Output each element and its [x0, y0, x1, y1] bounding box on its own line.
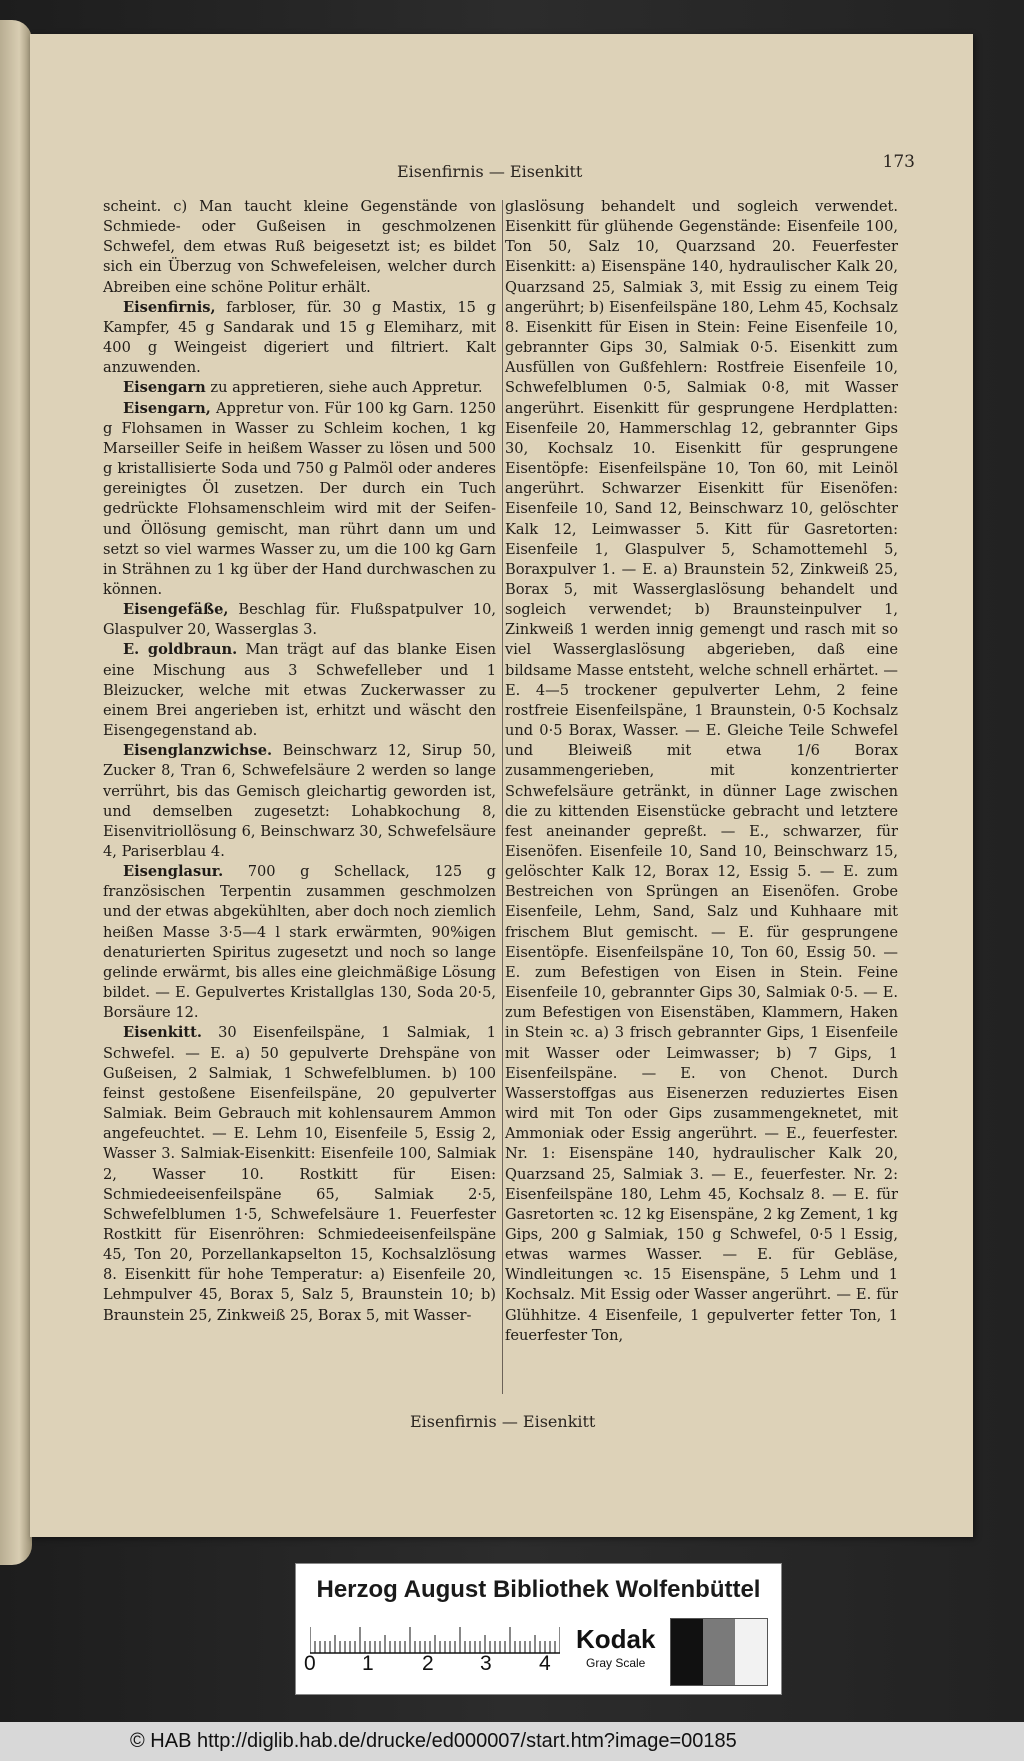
- entry-headword: Eisengefäße,: [123, 601, 229, 619]
- gray-scale-label: Gray Scale: [586, 1656, 646, 1670]
- ruler-number: 2: [422, 1652, 434, 1675]
- kodak-logo: Kodak: [576, 1624, 656, 1654]
- dictionary-entry: [103, 862, 496, 1023]
- entry-text: Beschlag für. Flußspatpulver 10, Glaspulver 20, Wasserglas 3.: [103, 601, 496, 639]
- dictionary-entry: [103, 640, 496, 741]
- gray-scale-swatches: [670, 1618, 768, 1686]
- library-name: Herzog August Bibliothek Wolfenbüttel: [316, 1576, 761, 1603]
- entry-headword: Eisenkitt.: [123, 1024, 202, 1042]
- left-column: [103, 197, 496, 1326]
- entry-text: Beinschwarz 12, Sirup 50, Zucker 8, Tran 6, Schwefelsäure 2 werden so lange verrührt, bis das Gemisch gleichartig geworden ist, und demselben zugesetzt: Lohabkochung 8, Eisenvitriollösung 6, Beinschwarz 30, Schwefelsäure 4, Pariserblau 4.: [103, 742, 496, 860]
- entry-headword: Eisengarn: [123, 379, 206, 397]
- ruler-numbers: [304, 1652, 564, 1678]
- swatch-black: [671, 1619, 703, 1685]
- ruler-number: 3: [480, 1652, 492, 1675]
- entry-text: glaslösung behandelt und sogleich verwendet. Eisenkitt für glühende Gegenstände: Eisenfeile 100, Ton 50, Salz 10, Quarzsand 20. Feuerfester Eisenkitt: a) Eisenspäne 140, hydraulischer Kalk 20, Quarzsand 25, Salmiak 3, mit Essig zu einem Teig angerührt; b) Eisenfeilspäne 180, Lehm 45, Kochsalz 8. Eisenkitt für Eisen in Stein: Feine Eisenfeile 10, gebrannter Gips 30, Salmiak 0·5. Eisenkitt zum Ausfüllen von Gußfehlern: Rostfreie Eisenfeile 10, Schwefelblumen 0·5, Salmiak 0·8, mit Wasser angerührt. Eisenkitt für gesprungene Herdplatten: Eisenfeile 20, Hammerschlag 12, gebrannter Gips 30, Kochsalz 10. Eisenkitt für gesprungene Eisentöpfe: Eisenfeilspäne 10, Ton 60, mit Leinöl angerührt. Schwarzer Eisenkitt für Eisenöfen: Eisenfeile 10, Sand 12, Beinschwarz 10, gelöschter Kalk 12, Leimwasser 5. Kitt für Gasretorten: Eisenfeile 1, Glaspulver 5, Schamottemehl 5, Boraxpulver 1. — E. a) Braunstein 52, Zinkweiß 25, Borax 5, mit Wasserglaslösung behandelt und sogleich verwendet; b) Braunsteinpulver 1, Zinkweiß 1 werden innig gemengt und rasch mit so viel Wasserglaslösung abgerieben, daß eine bildsame Masse entsteht, welche schnell erhärtet. — E. 4—5 trockener gepulverter Lehm, 2 feine rostfreie Eisenfeilspäne, 1 Braunstein, 0·5 Kochsalz und 0·5 Borax, Wasser. — E. Gleiche Teile Schwefel und Bleiweiß mit etwa 1/6 Borax zusammengerieben, mit konzentrierter Schwefelsäure getränkt, in dünner Lage zwischen die zu kittenden Eisenstücke gebracht und letztere fest aneinander gepreßt. — E., schwarzer, für Eisenöfen. Eisenfeile 10, Sand 10, Beinschwarz 15, gelöschter Kalk 12, Borax 12, Essig 5. — E. zum Bestreichen von Sprüngen an Eisenöfen. Grobe Eisenfeile, Lehm, Sand, Salz und Kuhhaare mit frischem Blut gemischt. — E. für gesprungene Eisentöpfe. Eisenfeilspäne 10, Ton 60, Essig 50. — E. zum Befestigen von Eisen in Stein. Feine Eisenfeile 10, gebrannter Gips 30, Salmiak 0·5. — E. zum Befestigen von Eisenstäben, Klammern, Haken in Stein ꝛc. a) 3 frisch gebrannter Gips, 1 Eisenfeile mit Wasser oder Leimwasser; b) 7 Gips, 1 Eisenfeilspäne. — E. von Chenot. Durch Wasserstoffgas aus Eisenerzen reduziertes Eisen wird mit Ton oder Gips zusammengeknetet, mit Ammoniak oder Essig angerührt. — E., feuerfester. Nr. 1: Eisenspäne 140, hydraulischer Kalk 20, Quarzsand 25, Salmiak 3. — E., feuerfester. Nr. 2: Eisenfeilspäne 180, Lehm 45, Kochsalz 8. — E. für Gasretorten ꝛc. 12 kg Eisenspäne, 2 kg Zement, 1 kg Gips, 200 g Salmiak, 150 g Schwefel, 0·5 l Essig, etwas warmes Wasser. — E. für Gebläse, Windleitungen ꝛc. 15 Eisenspäne, 5 Lehm und 1 Kochsalz. Mit Essig oder Wasser angerührt. — E. für Glühhitze. 4 Eisenfeile, 1 gepulverter fetter Ton, 1 feuerfester Ton,: [505, 198, 898, 1344]
- entry-text: 30 Eisenfeilspäne, 1 Salmiak, 1 Schwefel. — E. a) 50 gepulverte Drehspäne von Gußeisen, 2 Salmiak, 1 Schwefelblumen. b) 100 feinst gestoßene Eisenfeilspäne, 20 gepulverter Salmiak. Beim Gebrauch mit kohlensaurem Ammon angefeuchtet. — E. Lehm 10, Eisenfeile 5, Essig 2, Wasser 3. Salmiak-Eisenkitt: Eisenfeile 100, Salmiak 2, Wasser 10. Rostkitt für Eisen: Schmiedeeisenfeilspäne 65, Salmiak 2·5, Schwefelblumen 1·5, Schwefelsäure 1. Feuerfester Rostkitt für Eisenröhren: Schmiedeeisenfeilspäne 45, Ton 20, Porzellankapselton 15, Kochsalzlösung 8. Eisenkitt für hohe Temperatur: a) Eisenfeile 20, Lehmpulver 45, Borax 5, Salz 5, Braunstein 10; b) Braunstein 25, Zinkweiß 25, Borax 5, mit Wasser-: [103, 1024, 496, 1324]
- credit-link[interactable]: © HAB http://diglib.hab.de/drucke/ed000007/start.htm?image=00185: [130, 1730, 737, 1752]
- entry-text: 700 g Schellack, 125 g französischen Terpentin zusammen geschmolzen und der etwas abgekühlten, aber doch noch ziemlich heißen Masse 3·5—4 l stark erwärmten, 90%igen denaturierten Spiritus zugesetzt und noch so lange gelinde erwärmt, bis alles eine gleichmäßige Lösung bildet. — E. Gepulvertes Kristallglas 130, Soda 20·5, Borsäure 12.: [103, 863, 496, 1022]
- entry-headword: Eisengarn,: [123, 399, 211, 417]
- continued-text: [103, 197, 496, 298]
- adjacent-page-edge: [0, 20, 32, 1565]
- dictionary-entry: [103, 298, 496, 379]
- entry-text: Appretur von. Für 100 kg Garn. 1250 g Flohsamen in Wasser zu Schleim kochen, 1 kg Marseiller Seife in heißem Wasser zu lösen und 500 g kristallisierte Soda und 750 g Palmöl oder anderes gereinigtes Öl zusetzen. Der durch ein Tuch gedrückte Flohsamenschleim wird mit der Seifen- und Öllösung gemischt, man rührt dann um und setzt so viel warmes Wasser zu, um die 100 kg Garn in Strähnen zu 1 kg über der Hand durchwaschen zu können.: [103, 399, 496, 598]
- dictionary-entry: [103, 1023, 496, 1325]
- swatch-gray: [703, 1619, 735, 1685]
- entry-headword: E. goldbraun.: [123, 641, 238, 659]
- entry-text: farbloser, für. 30 g Mastix, 15 g Kampfer, 45 g Sandarak und 15 g Elemiharz, mit 400 g Weingeist digeriert und filtriert. Kalt anzuwenden.: [103, 298, 496, 377]
- entry-text: zu appretieren, siehe auch Appretur.: [205, 379, 483, 397]
- entry-text: Man trägt auf das blanke Eisen eine Mischung aus 3 Schwefelleber und 1 Bleizucker, welche mit etwas Zuckerwasser zu einem Brei angerieben ist, erhitzt und wäscht den Eisengegenstand ab.: [103, 641, 496, 740]
- entry-headword: Eisenfirnis,: [123, 298, 216, 316]
- entry-headword: Eisenglasur.: [123, 863, 224, 881]
- dictionary-entry: [103, 600, 496, 640]
- column-divider: [502, 200, 503, 1394]
- swatch-white: [735, 1619, 767, 1685]
- entry-text: scheint. c) Man taucht kleine Gegenstände von Schmiede- oder Gußeisen in geschmolzenen Schwefel, dem etwas Ruß beigesetzt ist; es bildet sich ein Überzug von Schwefeleisen, welcher durch Abreiben eine schöne Politur erhält.: [103, 198, 496, 296]
- scale-ruler: [310, 1618, 560, 1654]
- page-number: 173: [882, 152, 915, 172]
- book-page: [30, 34, 973, 1537]
- dictionary-entry: [103, 741, 496, 862]
- continued-text: [505, 197, 898, 1346]
- credit-bar: [0, 1722, 1024, 1761]
- right-column: [505, 197, 898, 1346]
- running-footer: Eisenfirnis — Eisenkitt: [410, 1412, 596, 1431]
- ruler-number: 4: [539, 1652, 551, 1675]
- entry-headword: Eisenglanzwichse.: [123, 742, 273, 760]
- dictionary-entry: [103, 399, 496, 601]
- dictionary-entry: [103, 378, 496, 398]
- running-header: Eisenfirnis — Eisenkitt: [397, 162, 583, 181]
- ruler-number: 1: [362, 1652, 374, 1675]
- ruler-number: 0: [304, 1652, 316, 1675]
- color-calibration-card: [295, 1563, 782, 1695]
